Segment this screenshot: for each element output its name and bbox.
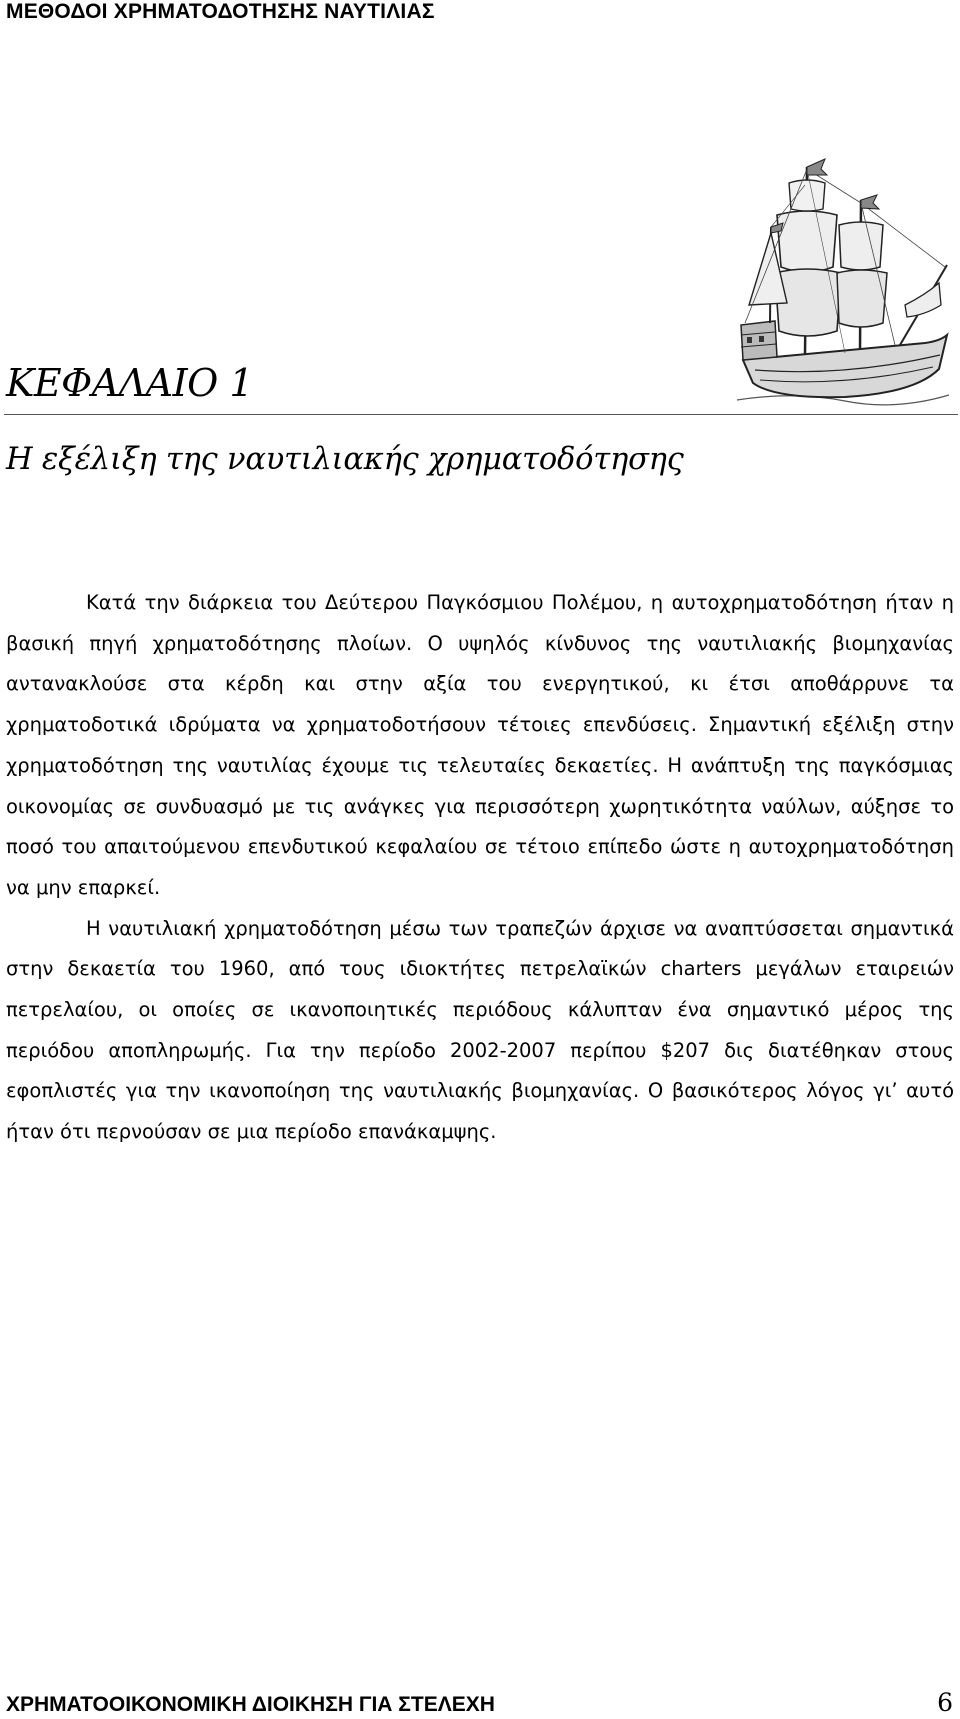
body-paragraph: Κατά την διάρκεια του Δεύτερου Παγκόσμιου Πολέμου, η αυτοχρηματοδότηση ήταν η βασική πηγή χρηματοδότησης πλοίων. Ο υψηλός κίνδυνος της ναυτιλιακής βιομηχανίας αντανακλούσε στα κέρδη και στην αξία του ενεργητικού, κι έτσι αποθάρρυνε τα χρηματοδοτικά ιδρύματα να χρηματοδοτήσουν τέτοιες επενδύσεις. Σημαντική εξέλιξη στην χρηματοδότηση της ναυτιλίας έχουμε τις τελευταίες δεκαετίες. Η ανάπτυξη της παγκόσμιας οικονομίας σε συνδυασμό με τις ανάγκες για περισσότερη χωρητικότητα ναύλων, αύξησε το ποσό του απαιτούμενου επενδυτικού κεφαλαίου σε τέτοιο επίπεδο ώστε η αυτοχρηματοδότηση να μην επαρκεί. (6, 591, 954, 899)
body-text (6, 583, 954, 1153)
running-header-title: ΜΕΘΟΔΟΙ ΧΡΗΜΑΤΟΔΟΤΗΣΗΣ ΝΑΥΤΙΛΙΑΣ (6, 0, 435, 23)
chapter-subtitle: Η εξέλιξη της ναυτιλιακής χρηματοδότησης (6, 442, 684, 477)
sailing-ship-icon (735, 155, 950, 415)
body-paragraph: Η ναυτιλιακή χρηματοδότηση μέσω των τραπεζών άρχισε να αναπτύσσεται σημαντικά στην δεκαετία του 1960, από τους ιδιοκτήτες πετρελαϊκών charters μεγάλων εταιρειών πετρελαίου, οι οποίες σε ικανοποιητικές περιόδους κάλυπταν ένα σημαντικό μέρος της περιόδου αποπληρωμής. Για την περίοδο 2002-2007 περίπου $207 δις διατέθηκαν στους εφοπλιστές για την ικανοποίηση της ναυτιλιακής βιομηχανίας. Ο βασικότερος λόγος γι’ αυτό ήταν ότι περνούσαν σε μια περίοδο επανάκαμψης. (6, 916, 954, 1144)
chapter-label: ΚΕΦΑΛΑΙΟ 1 (6, 361, 254, 405)
page-number: 6 (937, 1688, 953, 1717)
chapter-divider (4, 414, 958, 415)
running-footer-title: ΧΡΗΜΑΤΟΟΙΚΟΝΟΜΙΚΗ ΔΙΟΙΚΗΣΗ ΓΙΑ ΣΤΕΛΕΧΗ (6, 1693, 495, 1716)
